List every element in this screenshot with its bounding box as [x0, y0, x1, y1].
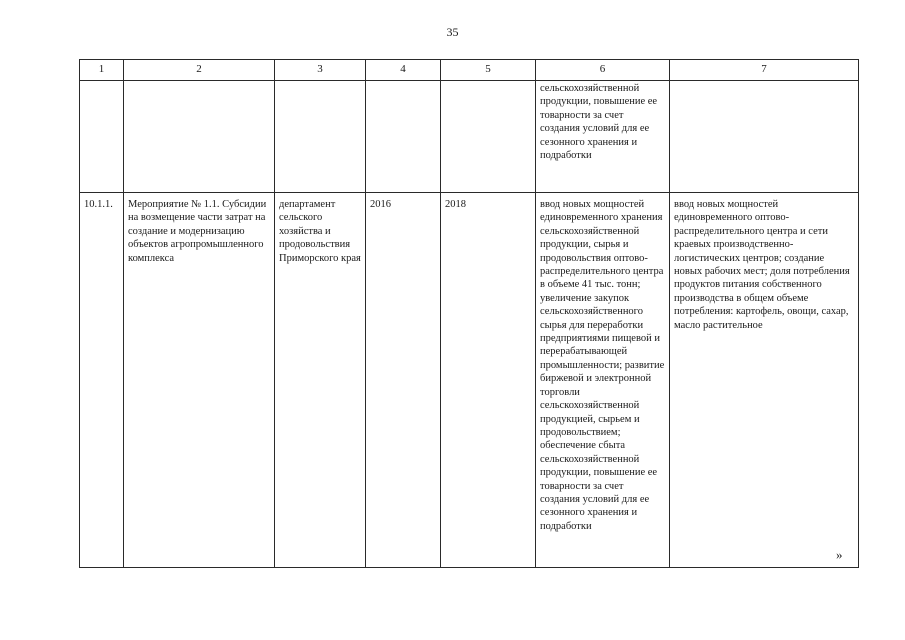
column-header-3: 3 [275, 60, 366, 81]
page-number: 35 [446, 25, 459, 39]
effect-cell: ввод новых мощностей единовременного оптово-распределительного центра и сети краевых производственно-логистических центров; создание новых рабочих мест; доля потребления продуктов питания собственного производства в общем объеме потребления: картофель, овощи, сахар, масло растительное [670, 193, 859, 568]
cont-cell-4 [366, 81, 441, 193]
column-header-7: 7 [670, 60, 859, 81]
column-header-5: 5 [441, 60, 536, 81]
column-number-row [80, 60, 859, 81]
measures-table [79, 59, 859, 568]
cont-cell-3 [275, 81, 366, 193]
start-year-cell: 2016 [366, 193, 441, 568]
cont-cell-5 [441, 81, 536, 193]
row-number-cell: 10.1.1. [80, 193, 124, 568]
table-row [80, 193, 859, 568]
result-cell: ввод новых мощностей единовременного хранения сельскохозяйственной продукции, сырья и продовольствия оптово-распределительного центра в объеме 41 тыс. тонн; увеличение закупок сельскохозяйственного сырья для переработки предприятиями пищевой и перерабатывающей промышленности; развитие биржевой и электронной торговли сельскохозяйственной продукцией, сырьем и продовольствием; обеспечение сбыта сельскохозяйственной продукции, повышение ее товарности за счет создания условий для ее сезонного хранения и подработки [536, 193, 670, 568]
continuation-row [80, 81, 859, 193]
measure-cell: Мероприятие № 1.1. Субсидии на возмещение части затрат на создание и модернизацию объектов агропромышленного комплекса [124, 193, 275, 568]
executor-cell: департамент сельского хозяйства и продовольствия Приморского края [275, 193, 366, 568]
cont-cell-2 [124, 81, 275, 193]
column-header-4: 4 [366, 60, 441, 81]
column-header-1: 1 [80, 60, 124, 81]
end-year-cell: 2018 [441, 193, 536, 568]
cont-cell-1 [80, 81, 124, 193]
cont-cell-7 [670, 81, 859, 193]
column-header-6: 6 [536, 60, 670, 81]
cont-cell-6: сельскохозяйственной продукции, повышение ее товарности за счет создания условий для ее сезонного хранения и подработки [536, 81, 670, 193]
column-header-2: 2 [124, 60, 275, 81]
continued-mark: » [836, 547, 843, 562]
